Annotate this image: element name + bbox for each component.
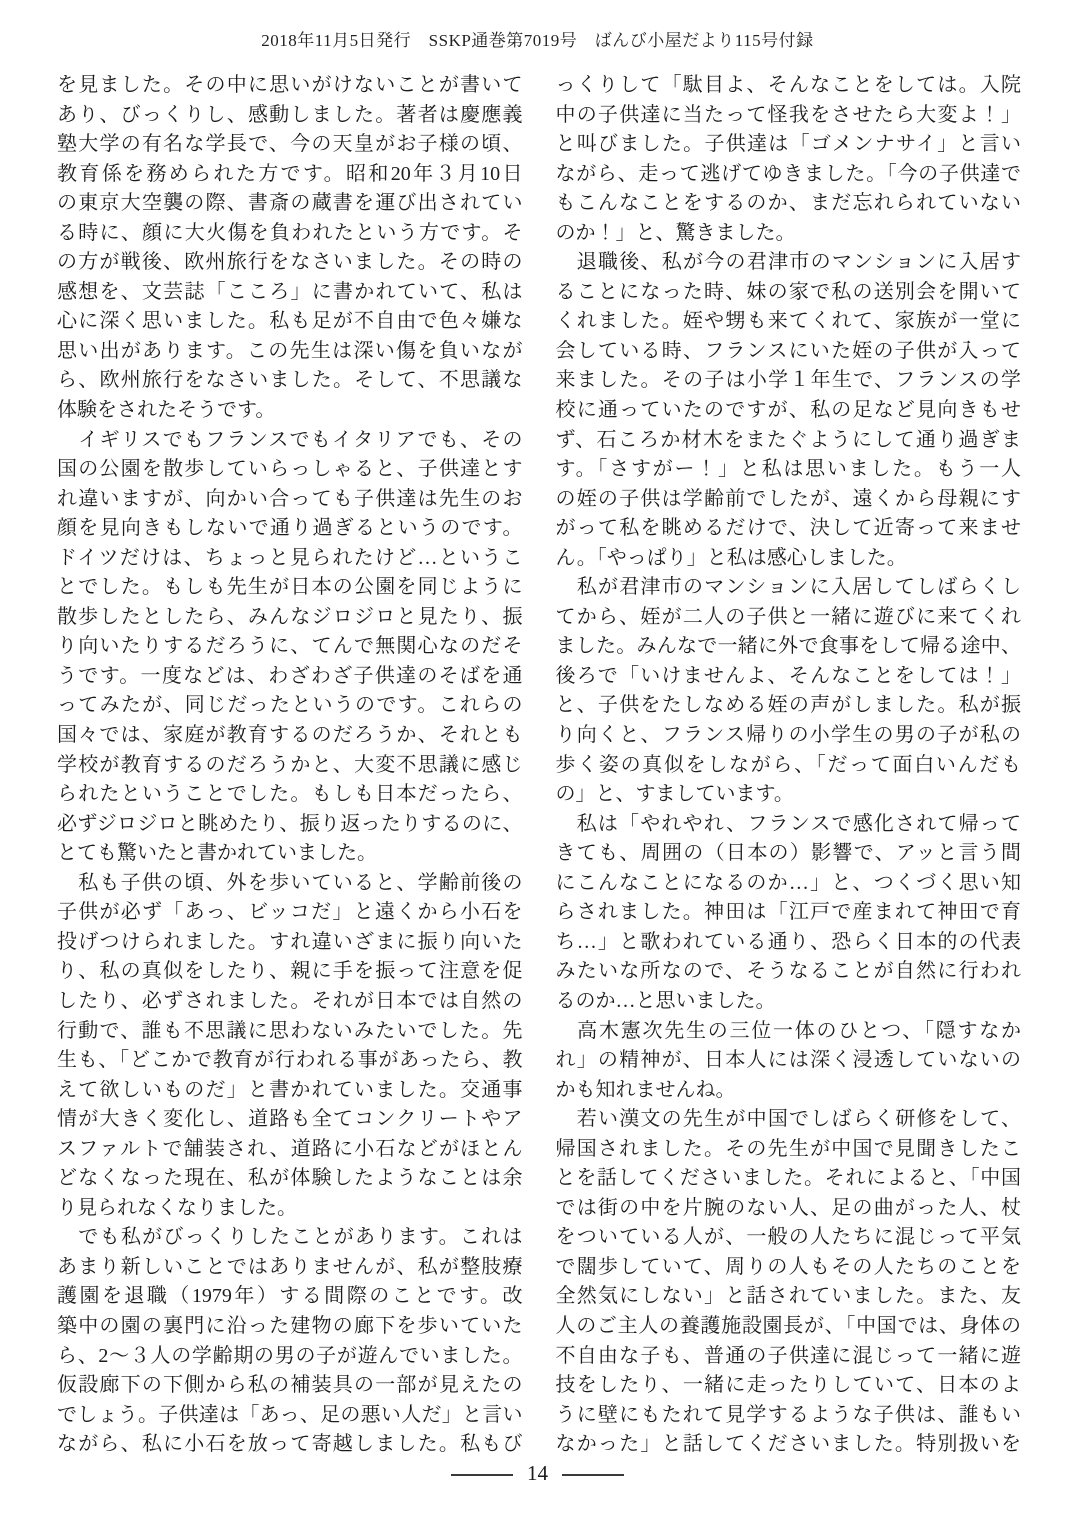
text-line: 私が君津市のマンションに入居してしばらくし (555, 576, 1021, 599)
text-line: では街の中を片腕のない人、足の曲がった人、杖 (555, 1196, 1021, 1219)
text-line: 仮設廊下の下側から私の補装具の一部が見えたの (57, 1374, 523, 1397)
text-line: と、子供をたしなめる姪の声がしました。私が振 (555, 694, 1021, 717)
text-line: の」と、すましています。 (555, 783, 794, 806)
text-line: あり、びっくりし、感動しました。著者は慶應義 (57, 103, 523, 126)
text-line: 後ろで「いけませんよ、そんなことをしては！」 (555, 664, 1021, 687)
text-line: ました。みんなで一緒に外で食事をして帰る途中、 (555, 635, 1021, 658)
text-line: と叫びました。子供達は「ゴメンナサイ」と言い (555, 133, 1021, 156)
text-line: り、私の真似をしたり、親に手を振って注意を促 (57, 960, 523, 983)
text-line: ってみたが、同じだったというのです。これらの (57, 694, 523, 717)
text-line: 護園を退職（1979年）する間際のことです。改 (57, 1285, 523, 1308)
text-line: の姪の子供は学齢前でしたが、遠くから母親にす (555, 487, 1021, 510)
text-line: 私も子供の頃、外を歩いていると、学齢前後の (57, 871, 523, 894)
text-line: ん。「やっぱり」と私は感心しました。 (555, 546, 907, 569)
text-line: 中の子供達に当たって怪我をさせたら大変よ！」 (555, 103, 1021, 126)
text-line: 体験をされたそうです。 (57, 399, 276, 422)
text-line: 国の公園を散歩していらっしゃると、子供達とす (57, 458, 523, 481)
text-line: 若い漢文の先生が中国でしばらく研修をして、 (555, 1108, 1021, 1131)
text-line: で闊歩していて、周りの人もその人たちのことを (555, 1255, 1021, 1278)
text-line: 行動で、誰も不思議に思わないみたいでした。先 (57, 1019, 523, 1042)
text-columns (57, 71, 1021, 1460)
text-line: 生も、「どこかで教育が行われる事があったら、教 (57, 1049, 523, 1072)
text-line: 心に深く思いました。私も足が不自由で色々嫌な (57, 310, 523, 333)
text-line: ず、石ころか材木をまたぐようにして通り過ぎま (555, 428, 1021, 451)
text-line: 高木憲次先生の三位一体のひとつ、「隠すなか (555, 1019, 1021, 1042)
text-line: てから、姪が二人の子供と一緒に遊びに来てくれ (555, 605, 1021, 628)
text-line: 全然気にしない」と話されていました。また、友 (555, 1285, 1021, 1308)
text-line: どなくなった現在、私が体験したようなことは余 (57, 1167, 523, 1190)
text-line: 退職後、私が今の君津市のマンションに入居す (555, 251, 1021, 274)
text-line: あまり新しいことではありませんが、私が整肢療 (57, 1255, 523, 1278)
page-header: 2018年11月5日発行 SSKP通巻第7019号 ばんび小屋だより115号付録 (261, 31, 814, 50)
text-line: を見ました。その中に思いがけないことが書いて (57, 74, 523, 96)
text-line: なかった」と話してくださいました。特別扱いを (555, 1433, 1021, 1456)
text-line: 会している時、フランスにいた姪の子供が入って (555, 339, 1021, 362)
text-line: にこんなことになるのか…」と、つくづく思い知 (555, 871, 1021, 894)
text-line: ら、2～３人の学齢期の男の子が遊んでいました。 (57, 1344, 523, 1367)
text-line: ることになった時、妹の家で私の送別会を開いて (555, 280, 1021, 303)
text-line: スファルトで舗装され、道路に小石などがほとん (57, 1137, 523, 1160)
text-line: みたいな所なので、そうなることが自然に行われ (555, 960, 1021, 983)
text-line: 思い出があります。この先生は深い傷を負いなが (57, 339, 523, 362)
text-line: ドイツだけは、ちょっと見られたけど…というこ (57, 546, 523, 569)
text-line: 教育係を務められた方です。昭和20年３月10日 (57, 162, 523, 185)
text-line: るのか…と思いました。 (555, 989, 776, 1012)
page-number-rule-right (562, 1474, 624, 1476)
text-line: 技をしたり、一緒に走ったりしていて、日本のよ (555, 1374, 1021, 1397)
text-line: 築中の園の裏門に沿った建物の廊下を歩いていた (57, 1314, 523, 1337)
text-line: 国々では、家庭が教育するのだろうか、それとも (57, 724, 523, 747)
text-line: の方が戦後、欧州旅行をなさいました。その時の (57, 251, 523, 274)
text-line: でしょう。子供達は「あっ、足の悪い人だ」と言い (57, 1403, 523, 1426)
text-line: 私は「やれやれ、フランスで感化されて帰って (555, 812, 1021, 835)
text-line: 不自由な子も、普通の子供達に混じって一緒に遊 (555, 1344, 1021, 1367)
text-line: れ違いますが、向かい合っても子供達は先生のお (57, 487, 523, 510)
text-line: したり、必ずされました。それが日本では自然の (57, 989, 523, 1012)
text-line: り向いたりするだろうに、てんで無関心なのだそ (57, 635, 523, 658)
text-line: とでした。もしも先生が日本の公園を同じように (57, 576, 523, 599)
text-line: 人のご主人の養護施設園長が、「中国では、身体の (555, 1314, 1021, 1337)
text-line: 歩く姿の真似をしながら、「だって面白いんだも (555, 753, 1021, 776)
text-line: 必ずジロジロと眺めたり、振り返ったりするのに、 (57, 812, 523, 835)
text-line: イギリスでもフランスでもイタリアでも、その (57, 428, 523, 451)
text-line: きても、周囲の（日本の）影響で、アッと言う間 (555, 842, 1021, 865)
text-line: す。「さすがー！」と私は思いました。もう一人 (555, 458, 1021, 481)
text-line: うです。一度などは、わざわざ子供達のそばを通 (57, 664, 523, 687)
text-line: 投げつけられました。すれ違いざまに振り向いた (57, 930, 523, 953)
text-line: かも知れませんね。 (555, 1078, 736, 1101)
text-line: くれました。姪や甥も来てくれて、家族が一堂に (555, 310, 1021, 333)
text-line: ながら、走って逃げてゆきました。「今の子供達で (555, 162, 1021, 185)
text-line: 感想を、文芸誌「こころ」に書かれていて、私は (57, 280, 523, 303)
text-line: 顔を見向きもしないで通り過ぎるというのです。 (57, 517, 523, 540)
left-column (57, 71, 523, 1460)
text-line: ら、欧州旅行をなさいました。そして、不思議な (57, 369, 523, 392)
text-line: もこんなことをするのか、まだ忘れられていない (555, 192, 1021, 215)
right-column (556, 71, 1022, 1460)
page-footer (0, 1463, 1075, 1486)
text-line: 子供が必ず「あっ、ビッコだ」と遠くから小石を (57, 901, 523, 924)
page-number: 14 (527, 1461, 548, 1485)
page-number-rule-left (451, 1474, 513, 1476)
text-line: らされました。神田は「江戸で産まれて神田で育 (555, 901, 1021, 924)
text-line: 学校が教育するのだろうかと、大変不思議に感じ (57, 753, 523, 776)
text-line: ち…」と歌われている通り、恐らく日本的の代表 (555, 930, 1021, 953)
text-line: り見られなくなりました。 (57, 1196, 297, 1219)
text-line: のか！」と、驚きました。 (555, 221, 796, 244)
text-line: 情が大きく変化し、道路も全てコンクリートやア (57, 1108, 523, 1131)
text-line: えて欲しいものだ」と書かれていました。交通事 (57, 1078, 523, 1101)
text-line: とを話してくださいました。それによると、「中国 (555, 1167, 1021, 1190)
text-line: をついている人が、一般の人たちに混じって平気 (555, 1226, 1021, 1249)
text-line: れ」の精神が、日本人には深く浸透していないの (555, 1049, 1021, 1072)
text-line: 校に通っていたのですが、私の足など見向きもせ (555, 399, 1021, 422)
text-line: られたということでした。もしも日本だったら、 (57, 783, 523, 806)
text-line: がって私を眺めるだけで、決して近寄って来ませ (555, 517, 1021, 540)
text-line: ながら、私に小石を放って寄越しました。私もび (57, 1433, 523, 1456)
text-line: 塾大学の有名な学長で、今の天皇がお子様の頃、 (57, 133, 523, 156)
text-line: っくりして「駄目よ、そんなことをしては。入院 (555, 74, 1021, 96)
text-line: でも私がびっくりしたことがあります。これは (57, 1226, 523, 1249)
text-line: の東京大空襲の際、書斎の蔵書を運び出されてい (57, 192, 523, 215)
text-line: とても驚いたと書かれていました。 (57, 842, 377, 865)
text-line: 来ました。その子は小学１年生で、フランスの学 (555, 369, 1021, 392)
text-line: 散歩したとしたら、みんなジロジロと見たり、振 (57, 605, 523, 628)
text-line: 帰国されました。その先生が中国で見聞きしたこ (555, 1137, 1021, 1160)
text-line: る時に、顔に大火傷を負われたという方です。そ (57, 221, 523, 244)
text-line: り向くと、フランス帰りの小学生の男の子が私の (555, 724, 1021, 747)
text-line: うに壁にもたれて見学するような子供は、誰もい (555, 1403, 1021, 1426)
